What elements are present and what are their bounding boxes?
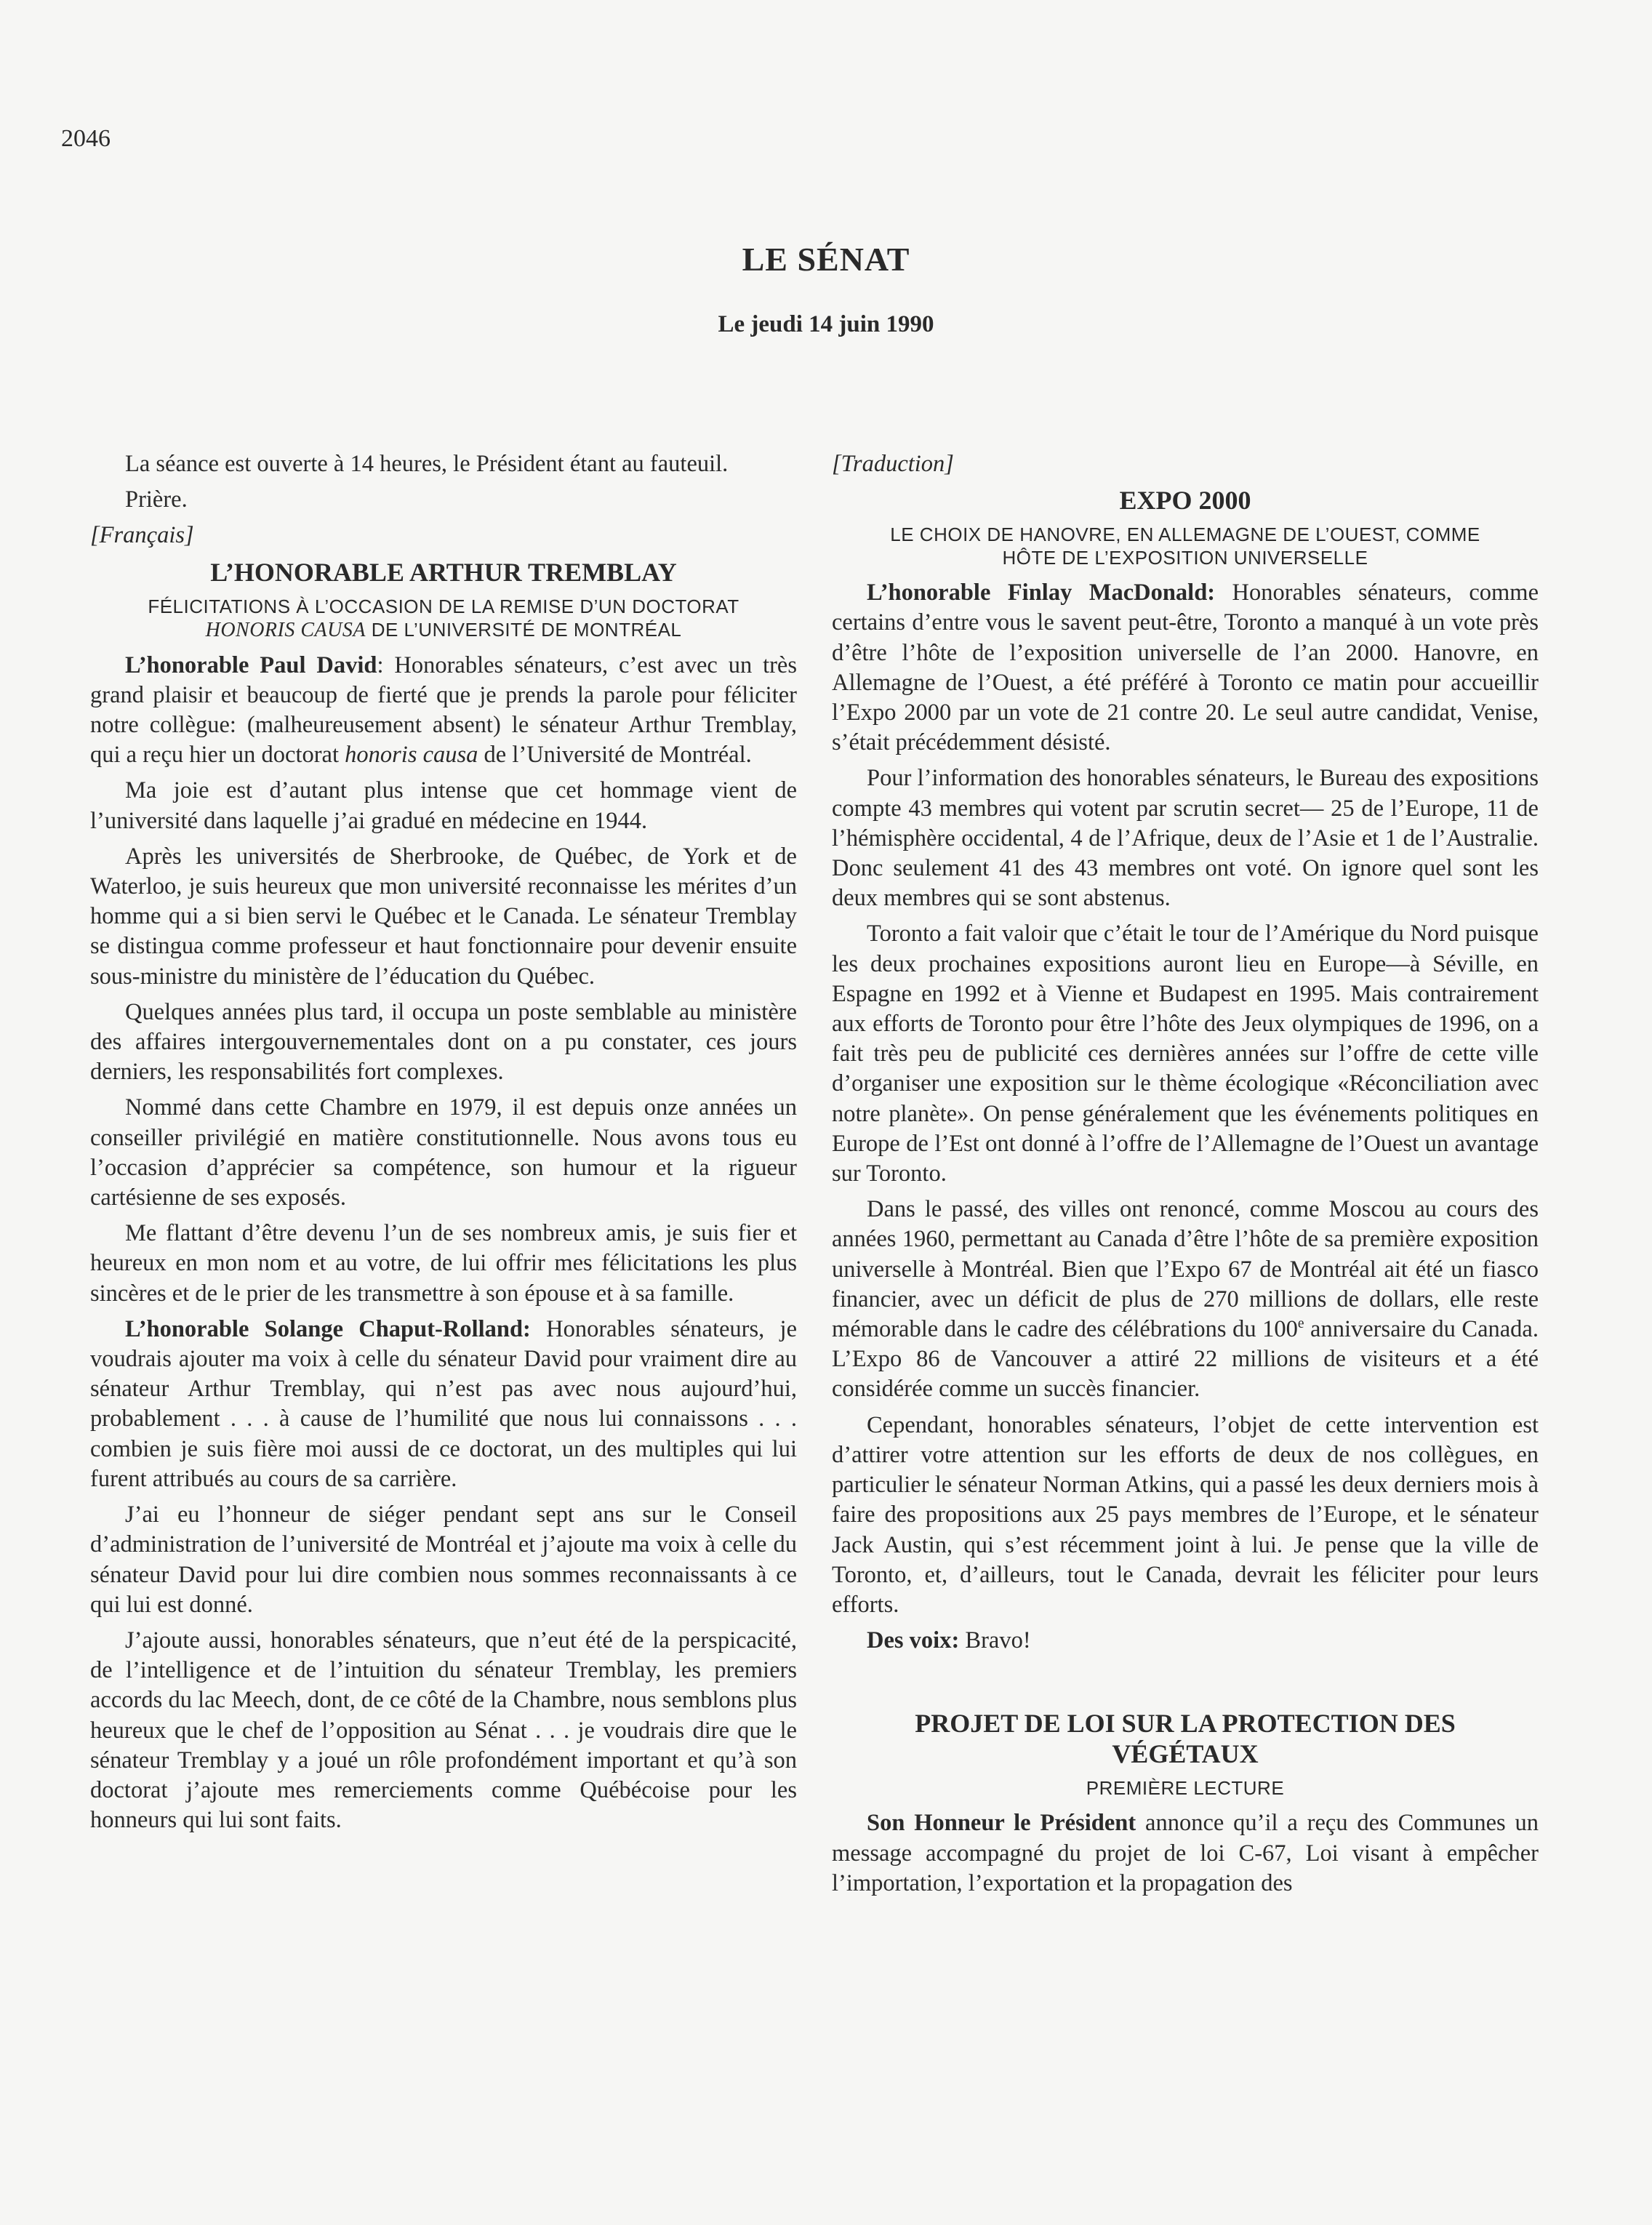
paragraph-text: Honorables sénateurs, comme certains d’entre vous le savent peut-être, Toronto a manqué à un vote près d’être l’hôte de l’exposition universelle de l’an 2000. Hanovre, en Allemagne de l’Ouest, a été préféré à Toronto ce matin pour accueillir l’Expo 2000 par un vote de 21 contre 20. Le seul autre candidat, Venise, s’était précédemment désisté. bbox=[832, 580, 1539, 756]
superscript: e bbox=[1297, 1316, 1304, 1332]
section-heading: L’HONORABLE ARTHUR TREMBLAY bbox=[210, 557, 677, 587]
paragraph-text: : Honorables sénateurs, c’est avec un très grand plaisir et beaucoup de fierté que je prends la parole pour féliciter notre collègue: (malheureusement absent) le sénateur Arthur Tremblay, qui a reçu hier un doctorat bbox=[90, 652, 798, 769]
paragraph bbox=[832, 1195, 1539, 1404]
speaker-name: Son Honneur le Président bbox=[867, 1810, 1136, 1837]
prayer: Prière. bbox=[125, 486, 188, 513]
heading-line: VÉGÉTAUX bbox=[1112, 1739, 1259, 1769]
language-tag: [Traduction] bbox=[832, 451, 954, 477]
sitting-date: Le jeudi 14 juin 1990 bbox=[718, 311, 934, 337]
paragraph-text: Honorables sénateurs, je voudrais ajouter ma voix à celle du sénateur David pour vraiment dire au sénateur Arthur Tremblay, qui n’est pas avec nous aujourd’hui, probablement . . . à cause de l’humilité que nous lui connaissons . . . combien je suis fière moi aussi de ce doctorat, un des multiples qui lui furent attribués au cours de sa carrière. bbox=[90, 1315, 797, 1492]
spacer bbox=[832, 1661, 1539, 1708]
subheading-italic: HONORIS CAUSA bbox=[205, 618, 366, 641]
paragraph bbox=[90, 1315, 797, 1494]
subheading-line: DE L’UNIVERSITÉ DE MONTRÉAL bbox=[365, 618, 682, 641]
paragraph: Me flattant d’être devenu l’un de ses nombreux amis, je suis fier et heureux en mon nom et au votre, de lui offrir mes félicitations les plus sincères et de le prier de les transmettre à son épouse et à sa famille. bbox=[90, 1220, 797, 1307]
speaker-name: Des voix: bbox=[867, 1627, 960, 1654]
paragraph: J’ai eu l’honneur de siéger pendant sept ans sur le Conseil d’administration de l’université de Montréal et j’ajoute ma voix à celle du sénateur David pour lui dire combien nous sommes reconnaissants à ce qui lui est donné. bbox=[90, 1502, 797, 1618]
paragraph bbox=[90, 651, 797, 771]
heading-line: PROJET DE LOI SUR LA PROTECTION DES bbox=[915, 1709, 1456, 1739]
paragraph bbox=[832, 1808, 1539, 1899]
subheading-line: HÔTE DE L’EXPOSITION UNIVERSELLE bbox=[1002, 547, 1368, 569]
paragraph-text: Dans le passé, des villes ont renoncé, comme Moscou au cours des années 1960, permettant au Canada d’être l’hôte de sa première exposition universelle à Montréal. Bien que l’Expo 67 de Montréal ait été un fiasco financier, avec un déficit de plus de 270 millions de dollars, elle reste mémorable dans le cadre des célébrations du 100 bbox=[832, 1196, 1539, 1343]
paragraph: Cependant, honorables sénateurs, l’objet de cette intervention est d’attirer votre attention sur les efforts de deux de nos collègues, en particulier le sénateur Norman Atkins, qui a passé les deux derniers mois à faire des propositions aux 25 pays membres de l’Europe, et le sénateur Jack Austin, qui s’est récemment joint à lui. Je pense que la ville de Toronto, et, d’ailleurs, tout le Canada, devrait les féliciter pour leurs efforts. bbox=[832, 1411, 1539, 1618]
speaker-name: L’honorable Finlay MacDonald: bbox=[867, 580, 1216, 606]
page-number: 2046 bbox=[61, 125, 111, 152]
section-subheading: PREMIÈRE LECTURE bbox=[1086, 1777, 1285, 1800]
right-column bbox=[832, 449, 1539, 1904]
paragraph-text: Bravo! bbox=[959, 1627, 1031, 1654]
paragraph: Quelques années plus tard, il occupa un poste semblable au ministère des affaires intergouvernementales dont on a pu constater, ces jours derniers, les responsabilités fort complexes. bbox=[90, 998, 797, 1086]
subheading-line: LE CHOIX DE HANOVRE, EN ALLEMAGNE DE L’OUEST, COMME bbox=[890, 524, 1480, 546]
paragraph: Nommé dans cette Chambre en 1979, il est depuis onze années un conseiller privilégié en matière constitutionnelle. Nous avons tous eu l’occasion d’apprécier sa compétence, son humour et la rigueur cartésienne de ses exposés. bbox=[90, 1094, 797, 1211]
paragraph-text: annonce qu’il a reçu des Communes un message accompagné du projet de loi C-67, Loi visant à empêcher l’importation, l’exportation et la propagation des bbox=[832, 1810, 1539, 1896]
left-column bbox=[90, 449, 797, 1841]
paragraph-text: anniversaire du Canada. L’Expo 86 de Vancouver a attiré 22 millions de visiteurs et a été considérée comme un succès financier. bbox=[832, 1316, 1539, 1403]
section-heading: EXPO 2000 bbox=[1119, 486, 1251, 516]
paragraph: Toronto a fait valoir que c’était le tour de l’Amérique du Nord puisque les deux prochaines expositions auront lieu en Europe—à Séville, en Espagne en 1992 et à Vienne et Budapest en 1995. Mais contrairement aux efforts de Toronto pour être l’hôte des Jeux olympiques de 1996, on a fait très peu de publicité ces dernières années sur l’offre de cette ville d’organiser une exposition sur le thème écologique «Réconciliation avec notre planète». On pense généralement que les événements politiques en Europe de l’Est ont donné à l’offre de l’Allemagne de l’Ouest un avantage sur Toronto. bbox=[832, 921, 1539, 1187]
section-heading bbox=[832, 1708, 1539, 1769]
opening-statement: La séance est ouverte à 14 heures, le Président étant au fauteuil. bbox=[125, 451, 729, 477]
paragraph: Pour l’information des honorables sénateurs, le Bureau des expositions compte 43 membres qui votent par scrutin secret— 25 de l’Europe, 11 de l’hémisphère occidental, 4 de l’Afrique, deux de l’Asie et 1 de l’Australie. Donc seulement 41 des 43 membres ont voté. On ignore quel sont les deux membres qui se sont abstenus. bbox=[832, 765, 1539, 912]
language-tag: [Français] bbox=[90, 522, 194, 549]
section-subheading bbox=[90, 595, 797, 642]
paragraph-text: de l’Université de Montréal. bbox=[478, 742, 752, 769]
chamber-title: LE SÉNAT bbox=[742, 241, 910, 278]
section-subheading bbox=[832, 523, 1539, 569]
italic-text: honoris causa bbox=[345, 742, 478, 769]
speaker-name: L’honorable Paul David bbox=[125, 652, 377, 678]
paragraph bbox=[832, 578, 1539, 758]
paragraph: Après les universités de Sherbrooke, de Québec, de York et de Waterloo, je suis heureux que mon université reconnaisse les mérites d’un homme qui a si bien servi le Québec et le Canada. Le sénateur Tremblay se distingua comme professeur et haut fonctionnaire pour devenir ensuite sous-ministre du ministère de l’éducation du Québec. bbox=[90, 843, 797, 990]
paragraph: Ma joie est d’autant plus intense que cet hommage vient de l’université dans laquelle j’ai gradué en médecine en 1944. bbox=[90, 777, 797, 834]
speaker-name: L’honorable Solange Chaput-Rolland: bbox=[125, 1315, 531, 1342]
paragraph bbox=[832, 1626, 1539, 1656]
subheading-line: FÉLICITATIONS À L’OCCASION DE LA REMISE D’UN DOCTORAT bbox=[148, 595, 739, 617]
paragraph: J’ajoute aussi, honorables sénateurs, que n’eut été de la perspicacité, de l’intelligence et de l’intuition du sénateur Tremblay, les premiers accords du lac Meech, dont, de ce côté de la Chambre, nous semblons plus heureux que le chef de l’opposition au Sénat . . . je voudrais dire que le sénateur Tremblay y a joué un rôle profondément important et qu’à son doctorat j’ajoute mes remerciements comme Québécoise pour les honneurs qui lui sont faits. bbox=[90, 1627, 797, 1834]
